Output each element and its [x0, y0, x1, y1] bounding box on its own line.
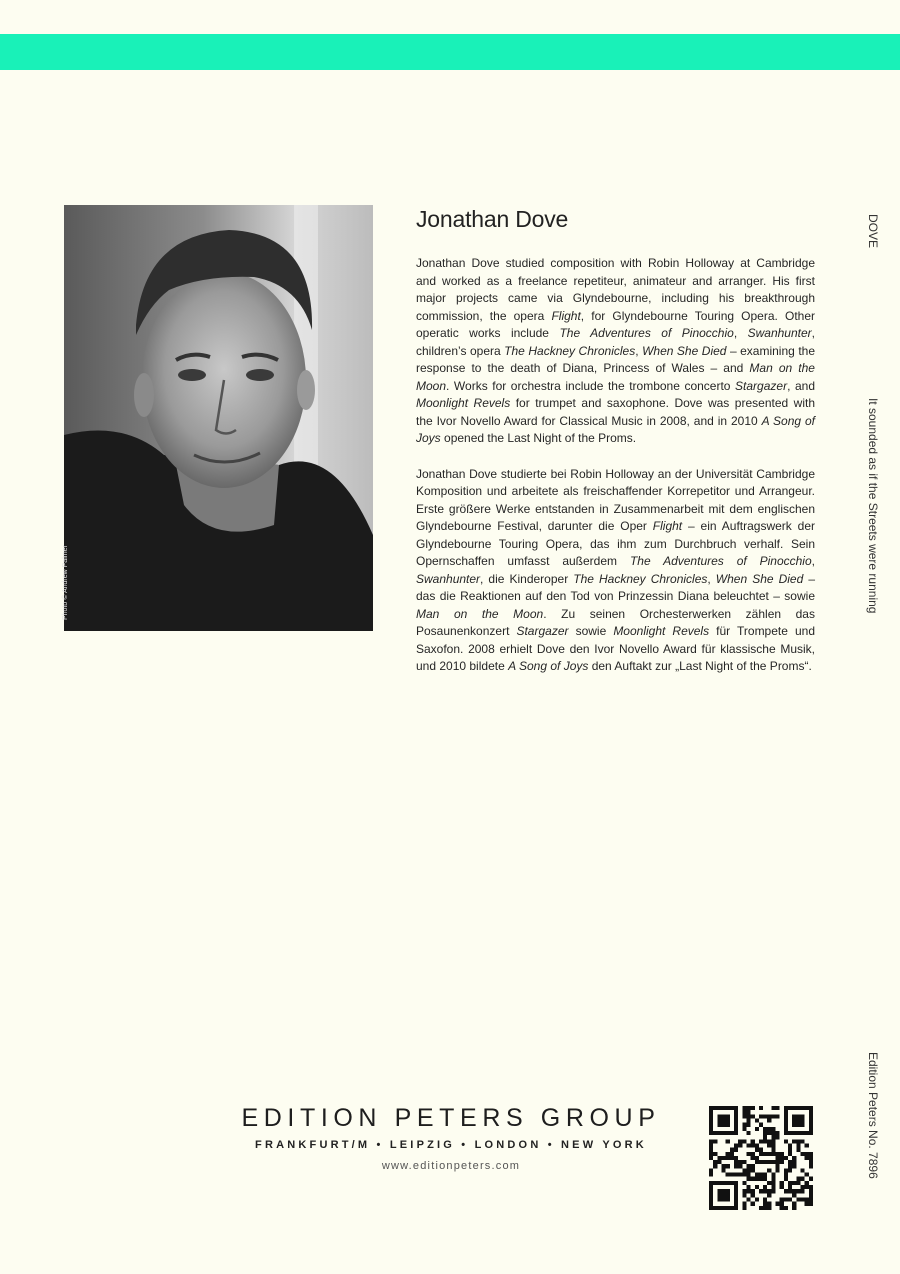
qr-code-icon	[709, 1106, 813, 1210]
work-title: When She Died	[715, 571, 804, 586]
work-title: Man on the Moon	[416, 606, 544, 621]
work-title: Moonlight Revels	[613, 624, 710, 638]
work-title: The Hackney Chronicles	[504, 343, 636, 358]
biography-german: Jonathan Dove studierte bei Robin Holloway an der Universität Cambridge Komposition und arbeitete als freischaffender Korrepetitor und Arrangeur. Erste größere Werke entstanden in Zusammenarbeit mit dem englischen Glyndebourne Festival, darunter die Oper Flight – ein Auftragswerk der Glyndebourne Touring Opera, das ihm zum Durchbruch verhalf. Sein Opernschaffen umfasst außerdem The Adventures of Pinocchio, Swanhunter, die Kinderoper The Hackney Chronicles, When She Died – das die Reaktionen auf den Tod von Prinzessin Diana beleuchtet – sowie Man on the Moon. Zu seinen Orchesterwerken zählen das Posaunenkonzert Stargazer sowie Moonlight Revels für Trompete und Saxofon. 2008 erhielt Dove den Ivor Novello Award für klassische Musik, und 2010 bildete A Song of Joys den Auftakt zur „Last Night of the Proms“.	[416, 466, 816, 673]
work-title: Moonlight Revels	[416, 396, 511, 410]
work-title: Swanhunter	[747, 326, 812, 340]
work-title: Stargazer	[735, 378, 788, 393]
top-color-band	[0, 34, 900, 70]
biography	[416, 206, 815, 694]
work-title: Flight	[652, 519, 683, 533]
work-title: Swanhunter	[416, 571, 481, 586]
work-title: Stargazer	[516, 624, 569, 638]
spine-edition-number: Edition Peters No. 7896	[866, 1052, 880, 1179]
work-title: The Adventures of Pinocchio	[629, 554, 812, 568]
photo-credit: Photo © Andrew Palmer	[62, 545, 69, 620]
work-title: Flight	[551, 308, 581, 323]
spine-composer: DOVE	[866, 214, 880, 249]
work-title: A Song of Joys	[508, 659, 589, 673]
publisher-name: EDITION PETERS GROUP	[241, 1104, 661, 1132]
publisher-url[interactable]: www.editionpeters.com	[381, 1160, 521, 1172]
publisher-block	[216, 1104, 686, 1172]
publisher-cities: FRANKFURT/M • LEIPZIG • LONDON • NEW YORK	[255, 1139, 647, 1151]
spine-work-title: It sounded as if the Streets were running	[866, 398, 880, 614]
portrait-illustration	[64, 205, 373, 631]
work-title: The Hackney Chronicles	[573, 571, 708, 586]
biography-english: Jonathan Dove studied composition with Robin Holloway at Cambridge and worked as a freelance repetiteur, animateur and arranger. His first major projects came via Glyndebourne, including his breakthrough commission, the opera Flight, for Glyndebourne Touring Opera. Other operatic works include The Adventures of Pinocchio, Swanhunter, children’s opera The Hackney Chronicles, When She Died – examining the response to the death of Diana, Princess of Wales – and Man on the Moon. Works for orchestra include the trombone concerto Stargazer, and Moonlight Revels for trumpet and saxophone. Dove was presented with the Ivor Novello Award for Classical Music in 2008, and in 2010 A Song of Joys opened the Last Night of the Proms.	[416, 256, 816, 445]
work-title: Man on the Moon	[416, 361, 815, 393]
work-title: A Song of Joys	[416, 413, 815, 445]
work-title: When She Died	[642, 343, 727, 358]
composer-portrait-photo	[64, 205, 373, 631]
work-title: The Adventures of Pinocchio	[559, 326, 734, 340]
composer-name: Jonathan Dove	[416, 206, 569, 232]
